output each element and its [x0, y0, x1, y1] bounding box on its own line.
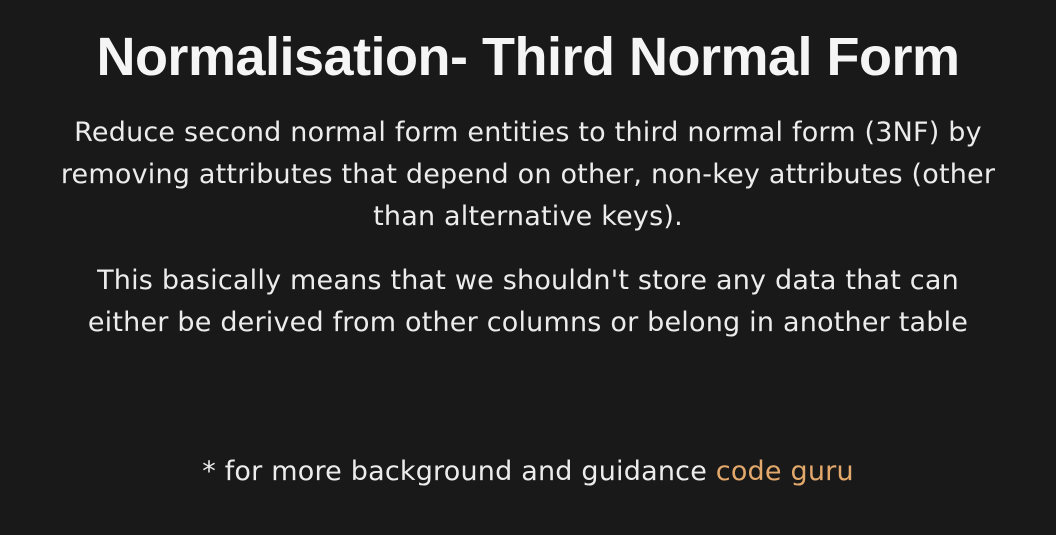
footnote-text: * for more background and guidance — [202, 456, 716, 487]
slide-title: Normalisation- Third Normal Form — [96, 27, 960, 87]
code-guru-link[interactable]: code guru — [715, 456, 854, 487]
paragraph-line: Reduce second normal form entities to third normal form (3NF) by — [74, 117, 982, 148]
paragraph-3nf-definition — [0, 112, 1056, 238]
paragraph-line: removing attributes that depend on other, non-key attributes (other — [60, 159, 996, 190]
paragraph-line: than alternative keys). — [373, 201, 683, 232]
paragraph-line: This basically means that we shouldn't store any data that can — [97, 265, 959, 296]
paragraph-3nf-explanation — [0, 260, 1056, 344]
footnote — [0, 451, 1056, 493]
paragraph-line: either be derived from other columns or belong in another table — [87, 307, 969, 338]
